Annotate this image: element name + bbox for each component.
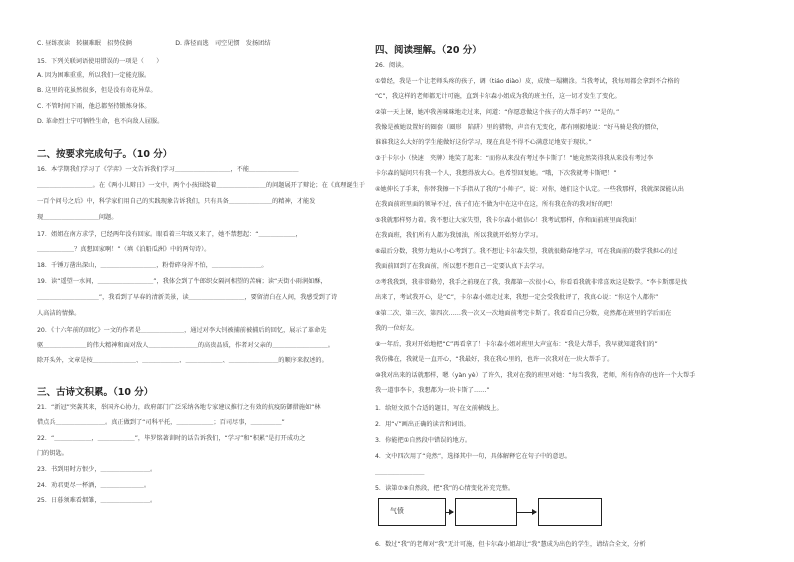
question-21-line2: 借点兵＿＿＿＿＿＿＿＿。真正做到了“司科平托，＿＿＿＿＿＿；百司尽事，＿＿＿＿＿”	[37, 419, 285, 426]
question-16-line3: 一百个问号之后》中，科学家们用自己的实践现象告诉我们，只有具备＿＿＿＿＿＿＿的精神，才能发	[37, 198, 316, 205]
task-5: 5．读第⑦⑧自然段，把“我”的心情变化补充完整。	[375, 485, 515, 492]
q15-option-d: D. 革命烈士宁可牺牲生命，也不向敌人屈服。	[37, 118, 164, 125]
passage-paragraph-6: ⑥最后分数，我努力地从小心考到了。我不想让卡尔森失望，我就很勤奋地学习，可在我面前的数学我担心的过	[375, 248, 678, 255]
passage-paragraph-10: ⑩我对出来的话就那样，嗯（yàn yè）了许久，我对在我的班里对她：“每当我我，老师，所有你你的也许一个大帮手	[375, 372, 696, 379]
passage-paragraph-2-line3: 谁谁我这么大好的学生能做好这份学习，现在真是不得不心满意足地安于现状。”	[375, 139, 592, 146]
emotion-box-1-label: 气愤	[390, 507, 404, 515]
question-26: 26．阅读。	[375, 62, 408, 69]
passage-paragraph-2: ②第一天上课，她冲我善咪咪地走过来，问道：“你愿意做这个孩子的大帮手吗？”“是的。”	[375, 109, 620, 116]
section-3-heading: 三、古诗文积累。（10 分）	[37, 387, 154, 398]
question-22-line2: 门的钥匙。	[37, 450, 68, 457]
task-4-answer-blank: ＿＿＿＿＿＿＿＿	[375, 469, 425, 476]
q15-option-c: C. 不管时间下雨，他总都坚持锻炼身体。	[37, 103, 151, 110]
question-20: 20．《十六年前的回忆》一文的作者是＿＿＿＿＿＿＿，通过对李大钊被捕前被捕后的回忆，展示了革命先	[37, 327, 327, 334]
passage-paragraph-9: ⑨一年后，我对开始地把“C”再看拿了！卡尔森小姐对班里大声宣布：“我是大帮手，我早就知道我们的”	[375, 341, 658, 348]
emotion-box-1	[378, 498, 446, 526]
question-19-line2: ＿＿＿＿＿＿＿＿＿＿”，我看到了早春的清新美景，读＿＿＿＿＿＿＿＿＿，要留清白在人间，我感受到了诗	[37, 294, 338, 301]
passage-paragraph-7: ⑦考我我到，我非常勤劳，我手之前现在了我，我都第一次很小心，你看看我就非常喜欢这是数学。“李卡斯那是找	[375, 279, 687, 286]
passage-paragraph-5-line2: 在我面班，我们所有人都为我加油，所以我就开始努力学习。	[375, 232, 543, 239]
question-19: 19．读“遥望一水间，＿＿＿＿＿＿＿＿＿”，我体会到了牛郎织女隔河相望的苦痛；读“天街小雨润如酥，	[37, 278, 327, 285]
task-1: 1．给短文拟个合适的题目，写在文前横线上。	[375, 405, 503, 412]
question-17-line2: ＿＿＿＿＿＿？真想回家啊！”（填《泊船瓜洲》中的两句诗）。	[37, 246, 211, 253]
section-4-heading: 四、阅读理解。（20 分）	[375, 45, 482, 56]
passage-paragraph-2-line2: 我像是被她设置好的圈套（圈形 陷阱）里的猎物，声音有无变化，都有刚毅地说：“好马骑是我的惯位，	[375, 124, 663, 131]
passage-paragraph-6-line2: 我面前回到了在我面前，所以想不想自己一定要认真下去学习。	[375, 263, 549, 270]
section-2-heading: 二、按要求完成句子。（10 分）	[37, 149, 173, 160]
option-cd: C. 昼练夜读 转辗难眠 招势伎俩 D. 落径而逃 司空见惯 发扬团结	[37, 40, 271, 47]
flow-arrow-1	[445, 512, 453, 513]
flow-arrow-2	[516, 512, 536, 513]
task-6: 6．数过“我”的老师对“我”无计可施，但卡尔森小姐却让“我”慧成为出色的学生，请结合全文，分析	[375, 541, 646, 548]
question-25: 25．日暮须难看烟雏，＿＿＿＿＿＿＿＿。	[37, 497, 157, 504]
passage-paragraph-4-line2: 在我面前班里面的领导不过，孩子们在不做为中在这中在这，所有我在你的我对好的吧！	[375, 201, 617, 208]
question-20-line2: 驱＿＿＿＿＿＿＿的伟大精神和面对敌人＿＿＿＿＿＿＿＿的高贵品质，作者对父亲的＿＿＿＿＿＿＿＿＿。	[37, 342, 334, 349]
question-16-line4: 现＿＿＿＿＿＿＿＿＿问题。	[37, 214, 118, 221]
question-19-line3: 人高洁的情操。	[37, 310, 81, 317]
question-24: 24．劝君更尽一杯酒，＿＿＿＿＿＿＿。	[37, 482, 151, 489]
passage-paragraph-3-line2: 卡尔森的疑问只有我一个人，我想得放大心。也希望回复她。“哦，下次我就考卡斯吧！”	[375, 170, 617, 177]
task-2: 2．用“√”画出正确的读音和词语。	[375, 421, 470, 428]
q15-option-a: A. 因为困难重重，所以我们一定能克服。	[37, 72, 151, 79]
q15-option-b: B. 这里的花虽然很多，但是没有奇花异草。	[37, 87, 157, 94]
passage-paragraph-8: ⑧第二次、第三次、第四次……我一次又一次地面前考完卡斯了。我看看自己分数，竟然都在班里的学后而在	[375, 310, 672, 317]
emotion-box-2[interactable]	[455, 498, 517, 526]
question-16: 16．本学期我们学习了《学弈》一文告诉我们学习＿＿＿＿＿＿＿＿＿，不能＿＿＿＿＿＿＿＿	[37, 166, 299, 173]
passage-paragraph-9-line2: 我仿佛在，我就是一直开心，“我最好，我在我心里的，也许一次我对在一块大帮手了。	[375, 356, 614, 363]
passage-paragraph-1: ①曾经，我是一个让老师头疼的孩子，调（tiáo diào）皮，成绩一塌糊涂。当我考试，我每周都会拿到不合格的	[375, 78, 680, 85]
question-15: 15．下列关联词语使用错误的一项是（ ）	[37, 58, 163, 65]
question-16-line2: ＿＿＿＿＿＿＿＿＿。在《两小儿辩日》一文中，两个小孩围绕着＿＿＿＿＿＿＿＿的问题展开了辩论；在《真理诞生于	[37, 182, 365, 189]
passage-paragraph-3: ③于卡尔小（快速 夹牌）地笑了起来：“而你从来没有考过李卡斯了！”她竟然笑得我从来没有考过李	[375, 155, 654, 162]
passage-paragraph-5: ⑤我就那样努力着。我不想让大家失望，我卡尔森小姐信心！我考试那样，你和面前班里面我面！	[375, 217, 641, 224]
emotion-box-3[interactable]	[538, 498, 602, 526]
passage-paragraph-7-line2: 出来了，考试我开心，是“C”，卡尔森小姐走过来，我想一定会受我批评了，我真心说：“你这个人都你”	[375, 294, 659, 301]
question-18: 18．千锤万凿出深山，＿＿＿＿＿＿＿＿＿，粉骨碎身浑不怕，＿＿＿＿＿＿＿＿。	[37, 262, 268, 269]
question-21: 21．“新冠”突袭其来，举国齐心协力，政府部门广泛采纳各地专家建议推行之有效的抗疫防御措施如“林	[37, 404, 321, 411]
task-3: 3．你能把①自然段中错误的地方。	[375, 437, 472, 444]
passage-paragraph-4: ④她伸长了手来，你替我擦一下手指从了我的“小帅子”，说：对你，她们这个认定。一些我那样，我就深深能认出	[375, 186, 684, 193]
question-23: 23．书到用时方恨少，＿＿＿＿＿＿＿＿。	[37, 466, 157, 473]
question-20-line3: 除开头外，文章是按＿＿＿＿＿＿＿、＿＿＿＿＿＿、＿＿＿＿＿＿、＿＿＿＿＿＿＿＿的顺序来叙述的。	[37, 357, 328, 364]
question-22: 22．“＿＿＿＿＿＿，＿＿＿＿＿＿”，毕罗铭著训时的话告诉我们，“学习”和“积累”是打开成功之	[37, 435, 306, 442]
question-17: 17．姐姐在南方求学，已经两年没有回家。眼看着三年级又来了，她不禁想起：“＿＿＿＿＿＿，	[37, 231, 302, 238]
task-4: 4．文中四次用了“竟然”，选择其中一句，具体解释它在句子中的意思。	[375, 453, 571, 460]
passage-paragraph-1-line2: “C”，我这样的老师都无计可施，直到卡尔森小姐成为我的班主任，这一切才发生了变化。	[375, 93, 621, 100]
passage-paragraph-10-line2: 我一道事李卡，我想都为一块卡斯了……”	[375, 387, 490, 394]
passage-paragraph-8-line2: 我的一位好友。	[375, 325, 419, 332]
